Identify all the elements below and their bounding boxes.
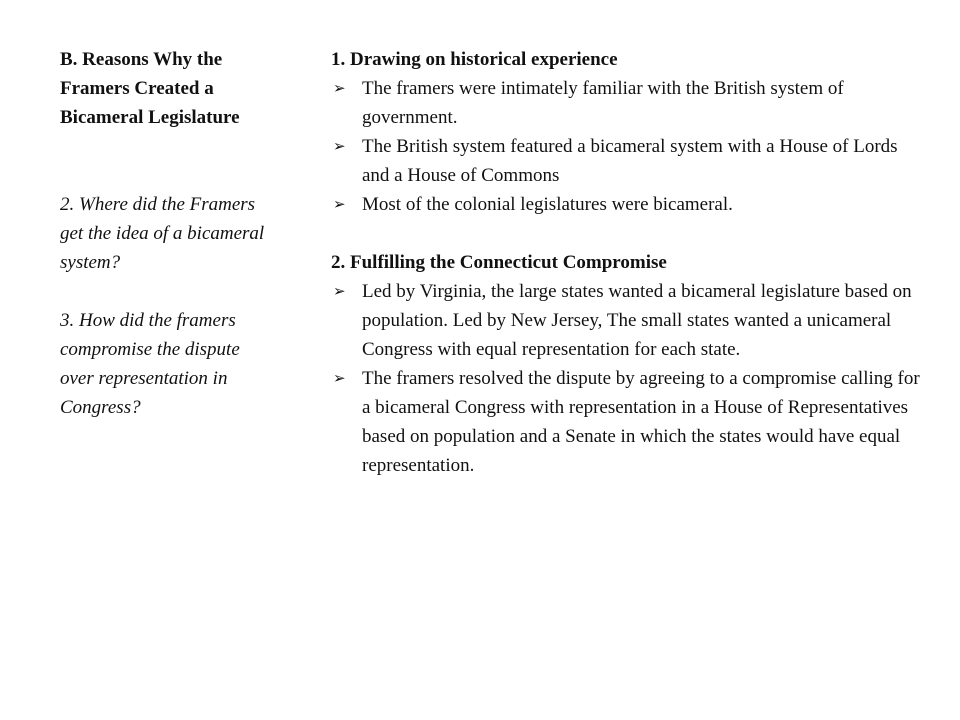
list-item (331, 277, 921, 364)
section-heading: 1. Drawing on historical experience (331, 49, 618, 70)
bullet-text: Most of the colonial legislatures were bicameral. (362, 194, 733, 215)
section-title: B. Reasons Why the Framers Created a Bicameral Legislature (60, 49, 240, 128)
left-column (60, 45, 275, 422)
bullet-text: The framers resolved the dispute by agreeing to a compromise calling for a bicameral Congress with representation in a House of Representatives based on population and a Senate in which the states would have equal representation. (362, 368, 920, 476)
bullet-list (331, 74, 921, 219)
right-column (331, 45, 921, 480)
question-2: 2. Where did the Framers get the idea of a bicameral system? (60, 194, 265, 273)
list-item (331, 364, 921, 480)
bullet-text: The framers were intimately familiar with the British system of government. (362, 78, 844, 128)
list-item (331, 190, 921, 219)
bullet-list (331, 277, 921, 480)
arrow-bullet-icon: ➢ (333, 369, 346, 387)
list-item (331, 132, 921, 190)
section-connecticut-compromise (331, 248, 921, 480)
bullet-text: The British system featured a bicameral system with a House of Lords and a House of Commons (362, 136, 898, 186)
section-historical-experience (331, 45, 921, 219)
bullet-text: Led by Virginia, the large states wanted a bicameral legislature based on population. Led by New Jersey, The small states wanted a unicameral Congress with equal representation for each state. (362, 281, 912, 360)
arrow-bullet-icon: ➢ (333, 79, 346, 97)
section-heading: 2. Fulfilling the Connecticut Compromise (331, 252, 667, 273)
arrow-bullet-icon: ➢ (333, 137, 346, 155)
list-item (331, 74, 921, 132)
question-3: 3. How did the framers compromise the dispute over representation in Congress? (60, 310, 240, 418)
arrow-bullet-icon: ➢ (333, 195, 346, 213)
arrow-bullet-icon: ➢ (333, 282, 346, 300)
